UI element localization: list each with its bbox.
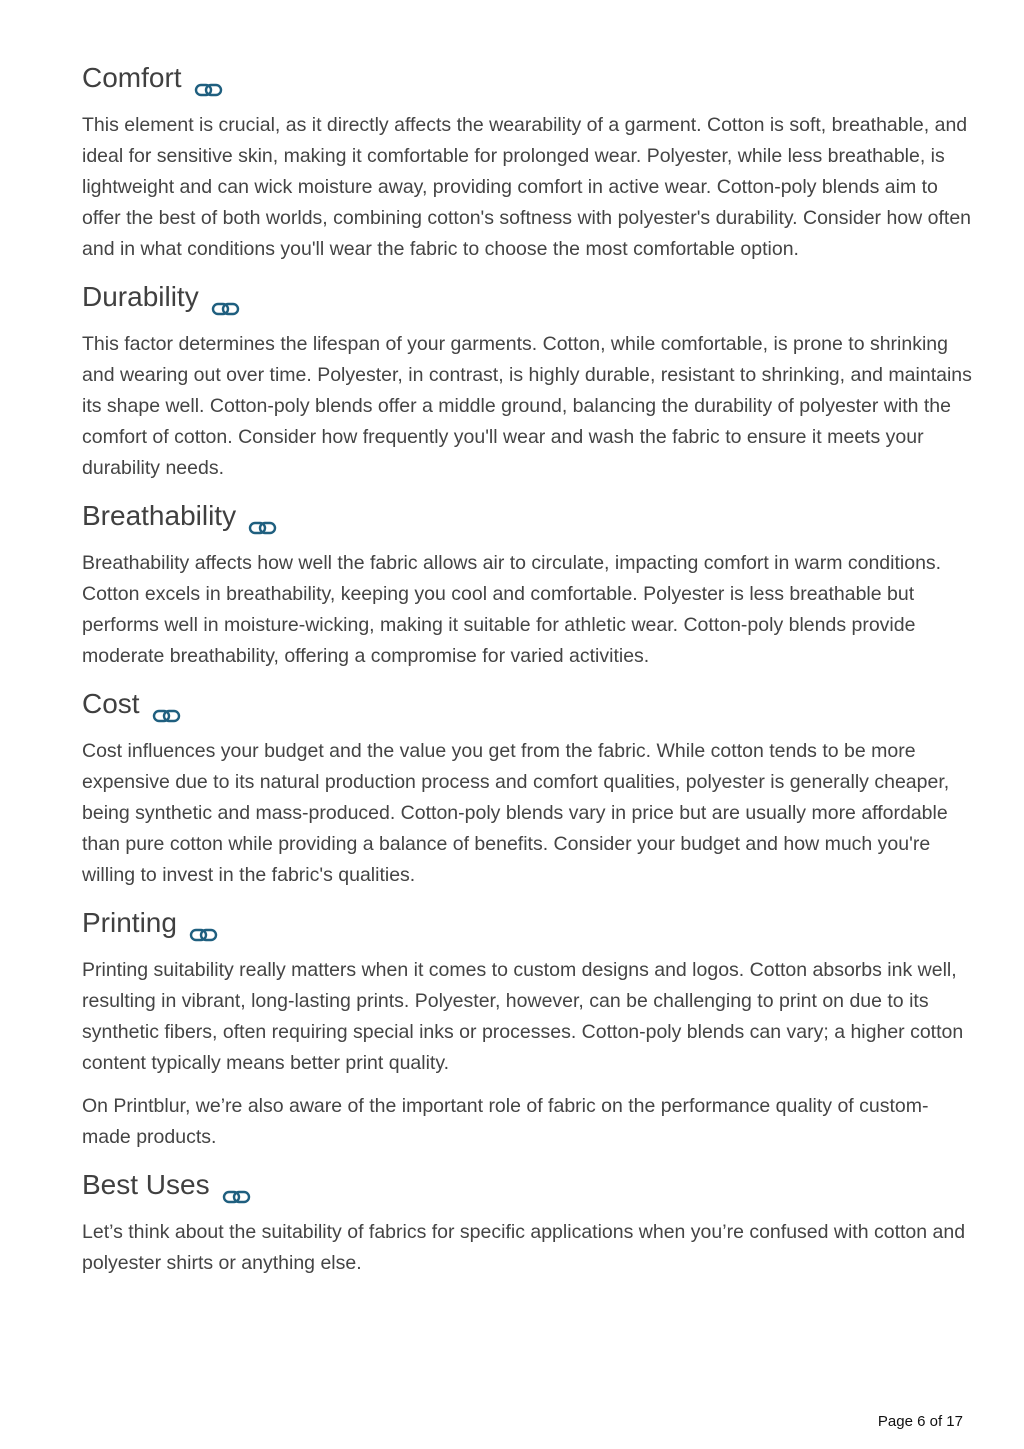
section-heading: [82, 1165, 974, 1205]
section-paragraph: On Printblur, we’re also aware of the important role of fabric on the performance quality of custom-made products.: [82, 1095, 929, 1148]
section-paragraph: This element is crucial, as it directly affects the wearability of a garment. Cotton is soft, breathable, and ideal for sensitive skin, making it comfortable for prolonged wear. Polyester, while less breathable, is lightweight and can wick moisture away, providing comfort in active wear. Cotton-poly blends aim to offer the best of both worlds, combining cotton's softness with polyester's durability. Consider how often and in what conditions you'll wear the fabric to choose the most comfortable option.: [82, 114, 972, 260]
section-heading: [82, 903, 974, 943]
link-icon[interactable]: [152, 697, 182, 717]
heading-text: Cost: [82, 688, 140, 719]
section-breathability: [82, 496, 974, 672]
section-paragraph: This factor determines the lifespan of your garments. Cotton, while comfortable, is prone to shrinking and wearing out over time. Polyester, in contrast, is highly durable, resistant to shrinking, and maintains its shape well. Cotton-poly blends offer a middle ground, balancing the durability of polyester with the comfort of cotton. Consider how frequently you'll wear and wash the fabric to ensure it meets your durability needs.: [82, 333, 972, 479]
heading-text: Printing: [82, 907, 177, 938]
section-paragraph: Printing suitability really matters when it comes to custom designs and logos. Cotton absorbs ink well, resulting in vibrant, long-lasting prints. Polyester, however, can be challenging to print on due to its synthetic fibers, often requiring special inks or processes. Cotton-poly blends can vary; a higher cotton content typically means better print quality.: [82, 959, 964, 1074]
link-icon[interactable]: [189, 916, 219, 936]
section-heading: [82, 58, 974, 98]
section-comfort: [82, 58, 974, 265]
page-number: Page 6 of 17: [877, 1413, 963, 1430]
section-heading: [82, 277, 974, 317]
section-paragraph: Let’s think about the suitability of fabrics for specific applications when you’re confused with cotton and polyester shirts or anything else.: [82, 1221, 966, 1274]
link-icon[interactable]: [211, 290, 241, 310]
section-best-uses: [82, 1165, 974, 1279]
heading-text: Durability: [82, 281, 199, 312]
section-printing: [82, 903, 974, 1153]
heading-text: Comfort: [82, 62, 182, 93]
heading-text: Best Uses: [82, 1169, 210, 1200]
section-cost: [82, 684, 974, 891]
section-heading: [82, 496, 974, 536]
section-paragraph: Breathability affects how well the fabric allows air to circulate, impacting comfort in warm conditions. Cotton excels in breathability, keeping you cool and comfortable. Polyester is less breathable but performs well in moisture-wicking, making it suitable for athletic wear. Cotton-poly blends provide moderate breathability, offering a compromise for varied activities.: [82, 552, 942, 667]
link-icon[interactable]: [194, 71, 224, 91]
section-heading: [82, 684, 974, 724]
heading-text: Breathability: [82, 500, 237, 531]
link-icon[interactable]: [222, 1178, 252, 1198]
document-body: [82, 58, 974, 1279]
link-icon[interactable]: [248, 509, 278, 529]
section-durability: [82, 277, 974, 484]
section-paragraph: Cost influences your budget and the value you get from the fabric. While cotton tends to be more expensive due to its natural production process and comfort qualities, polyester is generally cheaper, being synthetic and mass-produced. Cotton-poly blends vary in price but are usually more affordable than pure cotton while providing a balance of benefits. Consider your budget and how much you're willing to invest in the fabric's qualities.: [82, 740, 950, 886]
